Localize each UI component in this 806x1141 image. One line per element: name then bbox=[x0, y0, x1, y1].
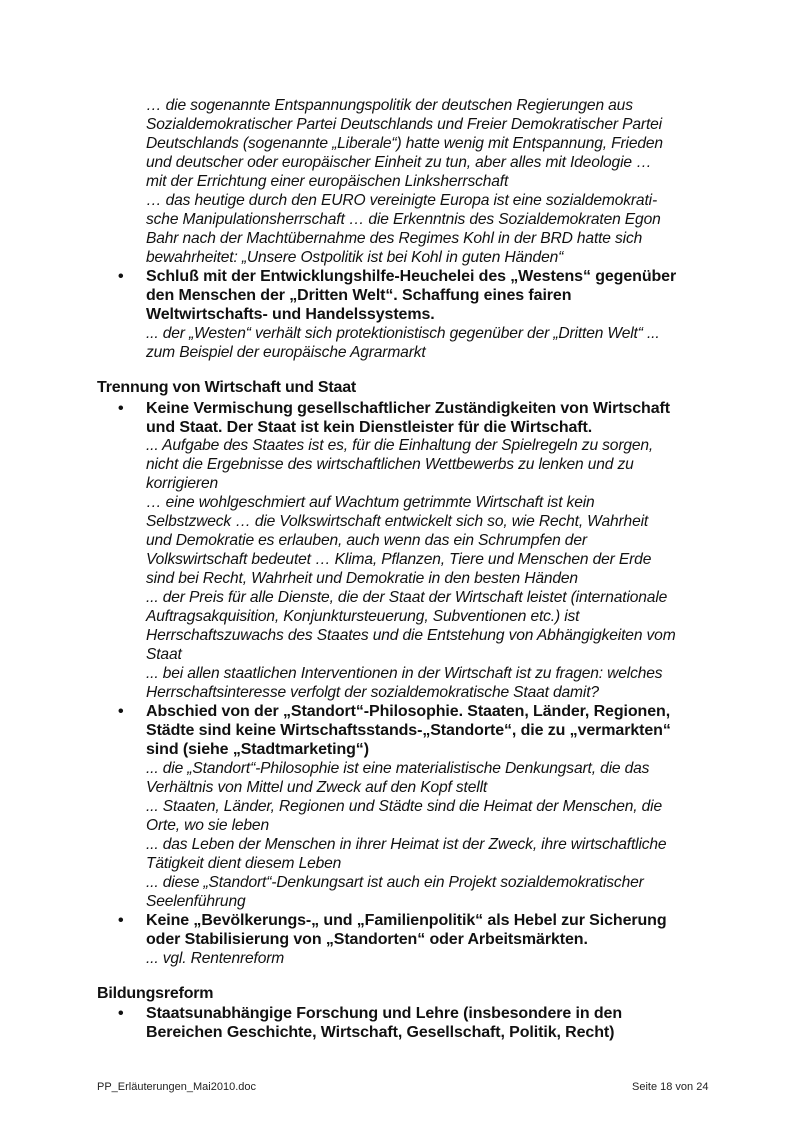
commentary-line: mit der Errichtung einer europäischen Linksherrschaft bbox=[146, 173, 509, 190]
commentary-line: Deutschlands (sogenannte „Liberale“) hatte wenig mit Entspannung, Frieden bbox=[146, 135, 663, 152]
commentary-line: ... die „Standort“-Philosophie ist eine materialistische Denkungsart, die das bbox=[146, 760, 650, 777]
bullet-bold-line: oder Stabilisierung von „Standorten“ oder Arbeitsmärkten. bbox=[146, 931, 588, 948]
bullet-bold-line: Städte sind keine Wirtschaftsstands-„Standorte“, die zu „vermarkten“ bbox=[146, 722, 671, 739]
commentary-line: Orte, wo sie leben bbox=[146, 817, 269, 834]
footer-filename: PP_Erläuterungen_Mai2010.doc bbox=[97, 1081, 257, 1093]
commentary-line: und Demokratie es erlauben, auch wenn das ein Schrumpfen der bbox=[146, 532, 587, 549]
bullet-bold-line: Abschied von der „Standort“-Philosophie. Staaten, Länder, Regionen, bbox=[146, 703, 671, 720]
bullet-icon: • bbox=[118, 912, 124, 929]
commentary-line: ... bei allen staatlichen Interventionen in der Wirtschaft ist zu fragen: welches bbox=[146, 665, 663, 682]
bullet-bold-line: Weltwirtschafts- und Handelssystems. bbox=[146, 306, 435, 323]
commentary-line: Sozialdemokratischer Partei Deutschlands und Freier Demokratischer Partei bbox=[146, 116, 662, 133]
commentary-line: sind bei Recht, Wahrheit und Demokratie in den besten Händen bbox=[146, 570, 578, 587]
commentary-line: ... vgl. Rentenreform bbox=[146, 950, 285, 967]
bullet-icon: • bbox=[118, 400, 124, 417]
commentary-line: nicht die Ergebnisse des wirtschaftlichen Wettbewerbs zu lenken und zu bbox=[146, 456, 634, 473]
section-heading-wirtschaft-staat: Trennung von Wirtschaft und Staat bbox=[97, 379, 357, 396]
bullet-bold-line: Keine Vermischung gesellschaftlicher Zuständigkeiten von Wirtschaft bbox=[146, 400, 670, 417]
commentary-line: Herrschaftszuwachs des Staates und die Entstehung von Abhängigkeiten vom bbox=[146, 627, 676, 644]
commentary-line: … das heutige durch den EURO vereinigte Europa ist eine sozialdemokrati- bbox=[146, 192, 657, 209]
commentary-line: ... Staaten, Länder, Regionen und Städte sind die Heimat der Menschen, die bbox=[146, 798, 662, 815]
bullet-bold-line: den Menschen der „Dritten Welt“. Schaffung eines fairen bbox=[146, 287, 572, 304]
bullet-bold-line: Staatsunabhängige Forschung und Lehre (insbesondere in den bbox=[146, 1005, 623, 1022]
bullet-icon: • bbox=[118, 1005, 124, 1022]
commentary-line: zum Beispiel der europäische Agrarmarkt bbox=[146, 344, 426, 361]
bullet-bold-line: sind (siehe „Stadtmarketing“) bbox=[146, 741, 369, 758]
commentary-line: … eine wohlgeschmiert auf Wachtum getrimmte Wirtschaft ist kein bbox=[146, 494, 595, 511]
commentary-line: ... Aufgabe des Staates ist es, für die Einhaltung der Spielregeln zu sorgen, bbox=[146, 437, 654, 454]
commentary-line: ... der „Westen“ verhält sich protektionistisch gegenüber der „Dritten Welt“ ... bbox=[146, 325, 660, 342]
commentary-line: Seelenführung bbox=[146, 893, 246, 910]
commentary-line: korrigieren bbox=[146, 475, 219, 492]
commentary-line: Bahr nach der Machtübernahme des Regimes Kohl in der BRD hatte sich bbox=[146, 230, 643, 247]
commentary-line: und deutscher oder europäischer Einheit zu tun, aber alles mit Ideologie … bbox=[146, 154, 652, 171]
bullet-bold-line: und Staat. Der Staat ist kein Dienstleister für die Wirtschaft. bbox=[146, 419, 593, 436]
bullet-bold-line: Keine „Bevölkerungs-„ und „Familienpolitik“ als Hebel zur Sicherung bbox=[146, 912, 667, 929]
footer-page-number: Seite 18 von 24 bbox=[632, 1081, 709, 1093]
commentary-line: Staat bbox=[146, 646, 182, 663]
commentary-line: Verhältnis von Mittel und Zweck auf den Kopf stellt bbox=[146, 779, 488, 796]
commentary-line: Tätigkeit dient diesem Leben bbox=[146, 855, 342, 872]
bullet-bold-line: Bereichen Geschichte, Wirtschaft, Gesellschaft, Politik, Recht) bbox=[146, 1024, 615, 1041]
bullet-bold-line: Schluß mit der Entwicklungshilfe-Heuchelei des „Westens“ gegenüber bbox=[146, 268, 677, 285]
commentary-line: Volkswirtschaft bedeutet … Klima, Pflanzen, Tiere und Menschen der Erde bbox=[146, 551, 652, 568]
commentary-line: ... das Leben der Menschen in ihrer Heimat ist der Zweck, ihre wirtschaftliche bbox=[146, 836, 667, 853]
bullet-icon: • bbox=[118, 703, 124, 720]
commentary-line: Auftragsakquisition, Konjunktursteuerung, Subventionen etc.) ist bbox=[146, 608, 580, 625]
commentary-line: ... der Preis für alle Dienste, die der Staat der Wirtschaft leistet (internationale bbox=[146, 589, 668, 606]
section-heading-bildungsreform: Bildungsreform bbox=[97, 985, 214, 1002]
commentary-line: Herrschaftsinteresse verfolgt der sozialdemokratische Staat damit? bbox=[146, 684, 599, 701]
bullet-icon: • bbox=[118, 268, 124, 285]
commentary-line: Selbstzweck … die Volkswirtschaft entwickelt sich so, wie Recht, Wahrheit bbox=[146, 513, 649, 530]
commentary-line: ... diese „Standort“-Denkungsart ist auch ein Projekt sozialdemokratischer bbox=[146, 874, 644, 891]
commentary-line: sche Manipulationsherrschaft … die Erkenntnis des Sozialdemokraten Egon bbox=[146, 211, 661, 228]
commentary-line: … die sogenannte Entspannungspolitik der deutschen Regierungen aus bbox=[146, 97, 633, 114]
commentary-line: bewahrheitet: „Unsere Ostpolitik ist bei Kohl in guten Händen“ bbox=[146, 249, 564, 266]
